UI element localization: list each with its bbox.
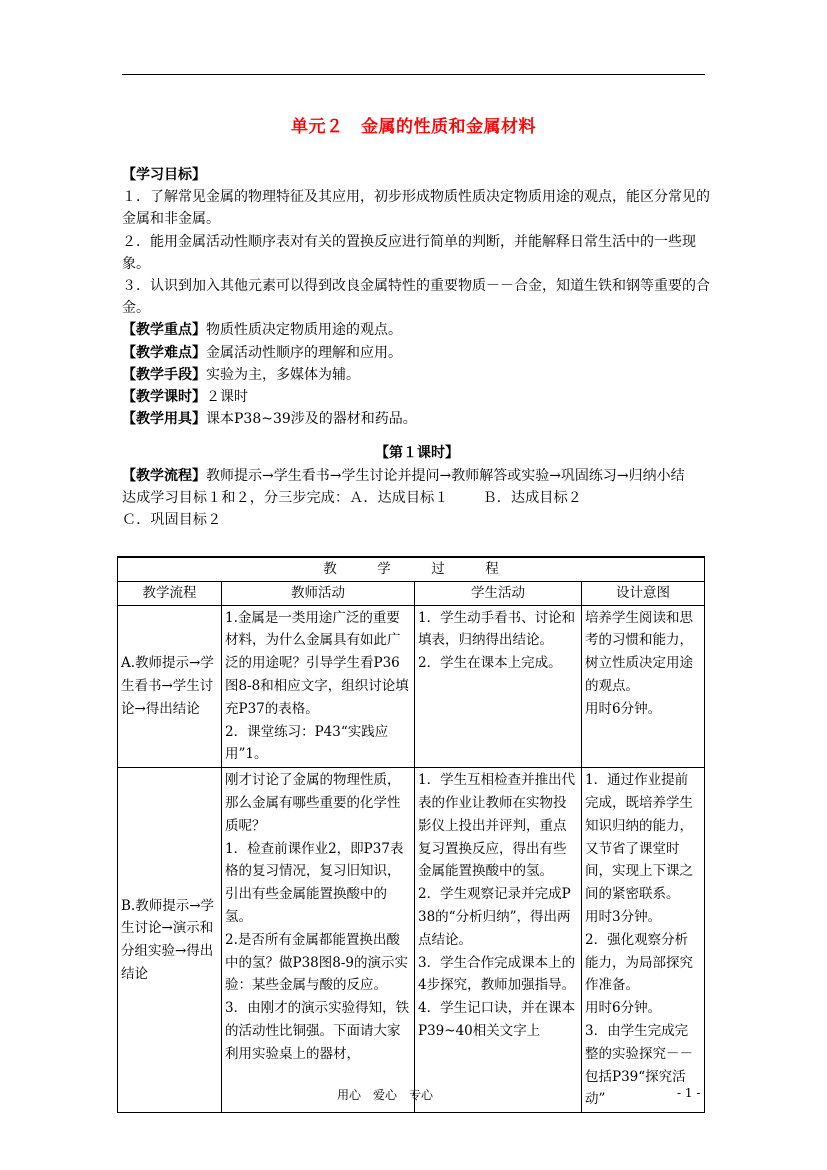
header-rule [122,74,705,75]
cell-teacher: 刚才讨论了金属的物理性质，那么金属有哪些重要的化学性质呢？ 1．检查前课作业2，即P37表格的复习情况，复习旧知识，引出有些金属能置换酸中的氢。 2.是否所有金属都能置换出酸中的氢？做P38图8-9的演示实验：某些金属与酸的反应。 3．由刚才的演示实验得知，铁的活动性比铜强。下面请大家利用实验桌上的器材， [222,768,415,1113]
table-title: 教 学 过 程 [118,557,705,581]
outcome-line: 达成学习目标１和２，分三步完成：Ａ．达成目标１ Ｂ．达成目标２Ｃ．巩固目标２ [122,489,583,529]
table-row [118,768,705,1113]
cell-student: 1．学生动手看书、讨论和填表，归纳得出结论。 2．学生在课本上完成。 [415,605,582,768]
lesson-heading: 【第１课时】 [375,445,459,462]
cell-intent: 培养学生阅读和思考的习惯和能力，树立性质决定用途的观点。 用时6分钟。 [582,605,705,768]
field-hours: 【教学课时】２课时 [122,389,248,406]
table-row [118,605,705,768]
field-difficulty: 【教学难点】金属活动性顺序的理解和应用。 [122,344,402,361]
field-method: 【教学手段】实验为主，多媒体为辅。 [122,366,360,383]
page-number: - 1 - [677,1086,701,1100]
teaching-process-table [117,556,705,1113]
cell-intent: 1．通过作业提前完成，既培养学生知识归纳的能力，又节省了课堂时间，实现上下课之间的紧密联系。 用时3分钟。 2．强化观察分析能力，为局部探究作准备。 用时6分钟。 3．由学生完成完整的实验探究－－包括P39“探究活动” [582,768,705,1113]
objective-item: １．了解常见金属的物理特征及其应用，初步形成物质性质决定物质用途的观点，能区分常见的金属和非金属。 [122,189,710,228]
table-header: 设计意图 [582,581,705,605]
field-materials: 【教学用具】课本P38~39涉及的器材和药品。 [122,411,417,428]
footer-motto: 用心 爱心 专心 [337,1088,434,1102]
table-header: 教学流程 [118,581,222,605]
cell-flow: A.教师提示→学生看书→学生讨论→得出结论 [118,605,222,768]
document-title: 单元２ 金属的性质和金属材料 [291,117,536,137]
cell-flow: B.教师提示→学生讨论→演示和分组实验→得出结论 [118,768,222,1113]
teaching-flow: 【教学流程】教师提示→学生看书→学生讨论并提问→教师解答或实验→巩固练习→归纳小结 [122,467,685,484]
table-header: 教师活动 [222,581,415,605]
document-body [122,164,712,531]
objective-item: ３．认识到加入其他元素可以得到改良金属特性的重要物质－－合金，知道生铁和钢等重要的合金。 [122,278,710,317]
field-key-point: 【教学重点】物质性质决定物质用途的观点。 [122,322,402,339]
objective-item: ２．能用金属活动性顺序表对有关的置换反应进行简单的判断，并能解释日常生活中的一些现象。 [122,233,696,272]
table-header: 学生活动 [415,581,582,605]
cell-student: 1．学生互相检查并推出代表的作业让教师在实物投影仪上投出并评判，重点复习置换反应，得出有些金属能置换酸中的氢。 2．学生观察记录并完成P38的“分析归纳”，得出两点结论。 3．学生合作完成课本上的4步探究，教师加强指导。 4．学生记口诀，并在课本P39~40相关文字上 [415,768,582,1113]
cell-teacher: 1.金属是一类用途广泛的重要材料，为什么金属具有如此广泛的用途呢？引导学生看P36图8-8和相应文字，组织讨论填充P37的表格。 2．课堂练习：P43“实践应用”1。 [222,605,415,768]
objectives-heading: 【学习目标】 [122,167,206,183]
